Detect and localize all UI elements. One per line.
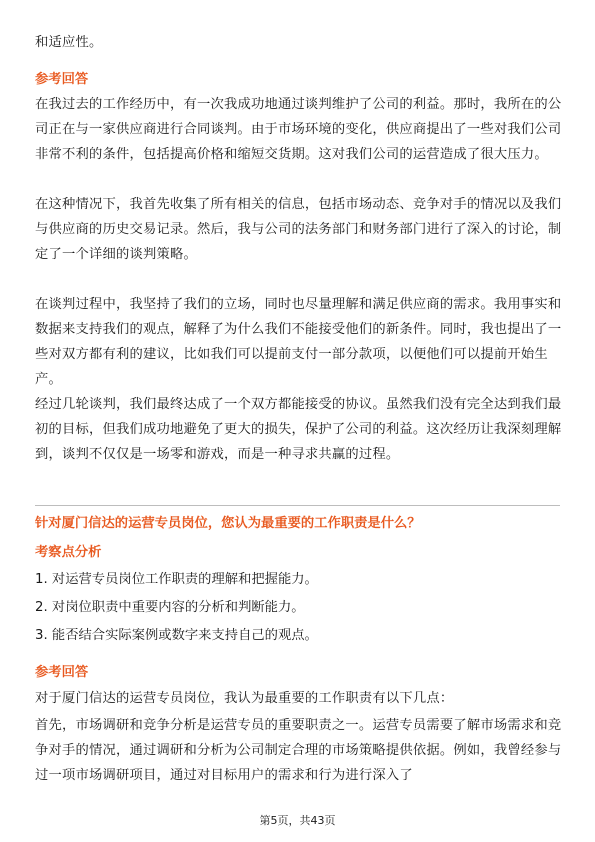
section-divider [35, 505, 560, 506]
answer-paragraph: 在我过去的工作经历中，有一次我成功地通过谈判维护了公司的利益。那时，我所在的公司正在与一家供应商进行合同谈判。由于市场环境的变化，供应商提出了一些对我们公司非常不利的条件，包括提高价格和缩短交货期。这对我们公司的运营造成了很大压力。 [35, 97, 562, 162]
answer-paragraph: 经过几轮谈判，我们最终达成了一个双方都能接受的协议。虽然我们没有完全达到我们最初的目标，但我们成功地避免了更大的损失，保护了公司的利益。这次经历让我深刻理解到，谈判不仅仅是一场零和游戏，而是一种寻求共赢的过程。 [35, 397, 562, 462]
reference-answer-heading: 参考回答 [35, 665, 89, 680]
analysis-item: 3. 能否结合实际案例或数字来支持自己的观点。 [35, 628, 318, 643]
analysis-item: 2. 对岗位职责中重要内容的分析和判断能力。 [35, 600, 305, 615]
analysis-item: 1. 对运营专员岗位工作职责的理解和把握能力。 [35, 572, 318, 587]
answer-paragraph: 在这种情况下，我首先收集了所有相关的信息，包括市场动态、竞争对手的情况以及我们与供应商的历史交易记录。然后，我与公司的法务部门和财务部门进行了深入的讨论，制定了一个详细的谈判策略。 [35, 197, 562, 262]
analysis-heading: 考察点分析 [35, 545, 102, 560]
reference-answer-heading: 参考回答 [35, 72, 89, 87]
continued-text: 和适应性。 [35, 35, 103, 50]
page-number: 第5页，共43页 [259, 814, 336, 827]
answer-paragraph: 对于厦门信达的运营专员岗位，我认为最重要的工作职责有以下几点： [35, 691, 454, 706]
answer-paragraph: 首先，市场调研和竞争分析是运营专员的重要职责之一。运营专员需要了解市场需求和竞争对手的情况，通过调研和分析为公司制定合理的市场策略提供依据。例如，我曾经参与过一项市场调研项目，通过对目标用户的需求和行为进行深入了 [35, 718, 562, 783]
answer-paragraph: 在谈判过程中，我坚持了我们的立场，同时也尽量理解和满足供应商的需求。我用事实和数据来支持我们的观点，解释了为什么我们不能接受他们的新条件。同时，我也提出了一些对双方都有利的建议，比如我们可以提前支付一部分款项，以便他们可以提前开始生产。 [35, 297, 562, 387]
interview-question: 针对厦门信达的运营专员岗位，您认为最重要的工作职责是什么？ [35, 516, 421, 531]
